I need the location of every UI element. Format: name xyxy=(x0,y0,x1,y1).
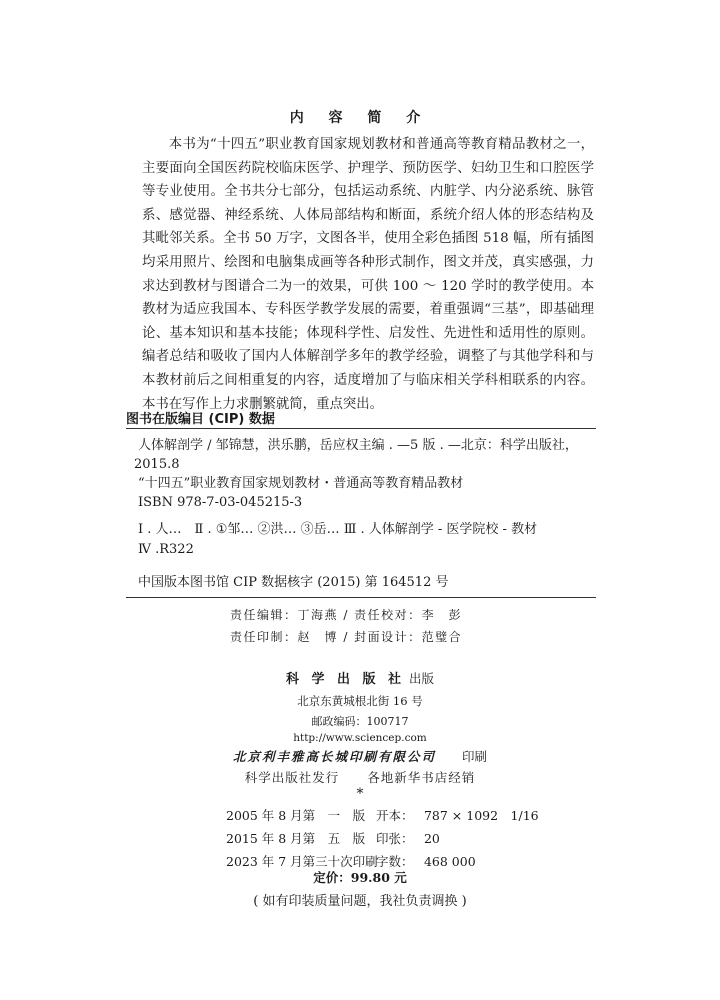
staff-row: 责任编辑：丁海燕 / 责任校对：李 彭 xyxy=(230,608,463,622)
publisher-name: 科 学 出 版 社 xyxy=(285,672,406,687)
edition-value: 787 × 1092 1/16 xyxy=(423,808,539,823)
edition-label: 开本： xyxy=(375,808,414,823)
printer-line xyxy=(0,747,720,765)
content-summary xyxy=(142,133,594,416)
cip-record xyxy=(134,436,598,512)
edition-row xyxy=(226,804,539,827)
publisher-suffix: 出版 xyxy=(409,671,435,686)
cip-line-series: “十四五”职业教育国家规划教材・普通高等教育精品教材 xyxy=(138,476,464,491)
edition-date: 2015 年 8 月第 五 版 xyxy=(226,831,366,846)
publisher-url: http://www.sciencep.com xyxy=(293,732,427,744)
cip-line-isbn: ISBN 978-7-03-045215-3 xyxy=(138,495,303,510)
staff-credits xyxy=(230,604,462,648)
edition-value: 468 000 xyxy=(423,854,476,869)
printer-suffix: 印刷 xyxy=(461,749,487,764)
edition-label: 印张： xyxy=(375,831,414,846)
summary-paragraph: 本书为“十四五”职业教育国家规划教材和普通高等教育精品教材之一，主要面向全国医药院校临床医学、护理学、预防医学、妇幼卫生和口腔医学等专业使用。全书共分七部分，包括运动系统、内脏学、内分泌系统、脉管系、感觉器、神经系统、人体局部结构和断面，系统介绍人体的形态结构及其毗邻关系。全书 50 万字，文图各半，使用全彩色插图 518 幅，所有插图均采用照片、绘图和电脑集成画等各种形式制作，图文并茂，真实感强，力求达到教材与图谱合二为一的效果，可供 100 ～ 120 学时的教学使用。本教材为适应我国本、专科医学教学发展的需要，着重强调“三基”，即基础理论、基本知识和基本技能；体现科学性、启发性、先进性和适用性的原则。编者总结和吸收了国内人体解剖学多年的教学经验，调整了与其他学科和与本教材前后之间相重复的内容，适度增加了与临床相关学科相联系的内容。本书在写作上力求删繁就简，重点突出。 xyxy=(142,137,594,412)
printer-name: 北京利丰雅高长城印刷有限公司 xyxy=(233,749,437,764)
cip-heading: 图书在版编目 (CIP) 数据 xyxy=(126,412,275,427)
seller: 各地新华书店经销 xyxy=(367,770,476,785)
edition-label: 字数： xyxy=(375,854,414,869)
cip-line-year: 2015.8 xyxy=(134,457,180,472)
edition-value: 20 xyxy=(423,831,440,846)
quality-note: ( 如有印装质量问题，我社负责调换 ) xyxy=(253,894,467,909)
distributor: 科学出版社发行 xyxy=(244,770,340,785)
cip-number: 中国版本图书馆 CIP 数据核字 (2015) 第 164512 号 xyxy=(138,575,449,590)
separator-star: * xyxy=(356,786,364,802)
edition-date: 2023 年 7 月第三十次印刷 xyxy=(226,854,378,869)
divider xyxy=(126,428,596,429)
page-title: 内 容 简 介 xyxy=(289,110,431,126)
cip-classification xyxy=(138,520,598,560)
cip-class-code: Ⅳ .R322 xyxy=(138,542,194,557)
cip-line-authors: 人体解剖学 / 邹锦慧，洪乐鹏，岳应权主编 . —5 版 . —北京：科学出版社， xyxy=(138,438,578,453)
price: 定价：99.80 元 xyxy=(313,870,407,885)
distribution-line xyxy=(0,768,720,786)
cip-class-line: Ⅰ . 人… Ⅱ . ①邹… ②洪… ③岳… Ⅲ . 人体解剖学 - 医学院校 - 教材 xyxy=(138,522,538,537)
publisher-address: 北京东黄城根北街 16 号 xyxy=(297,694,423,708)
edition-row xyxy=(226,827,539,850)
publisher-postcode: 邮政编码：100717 xyxy=(311,715,409,728)
staff-row: 责任印制：赵 博 / 封面设计：范璧合 xyxy=(230,630,463,644)
publisher-info xyxy=(0,668,720,802)
edition-date: 2005 年 8 月第 一 版 xyxy=(226,808,366,823)
edition-table xyxy=(226,804,539,873)
publisher-line xyxy=(0,668,720,687)
divider xyxy=(126,597,596,598)
